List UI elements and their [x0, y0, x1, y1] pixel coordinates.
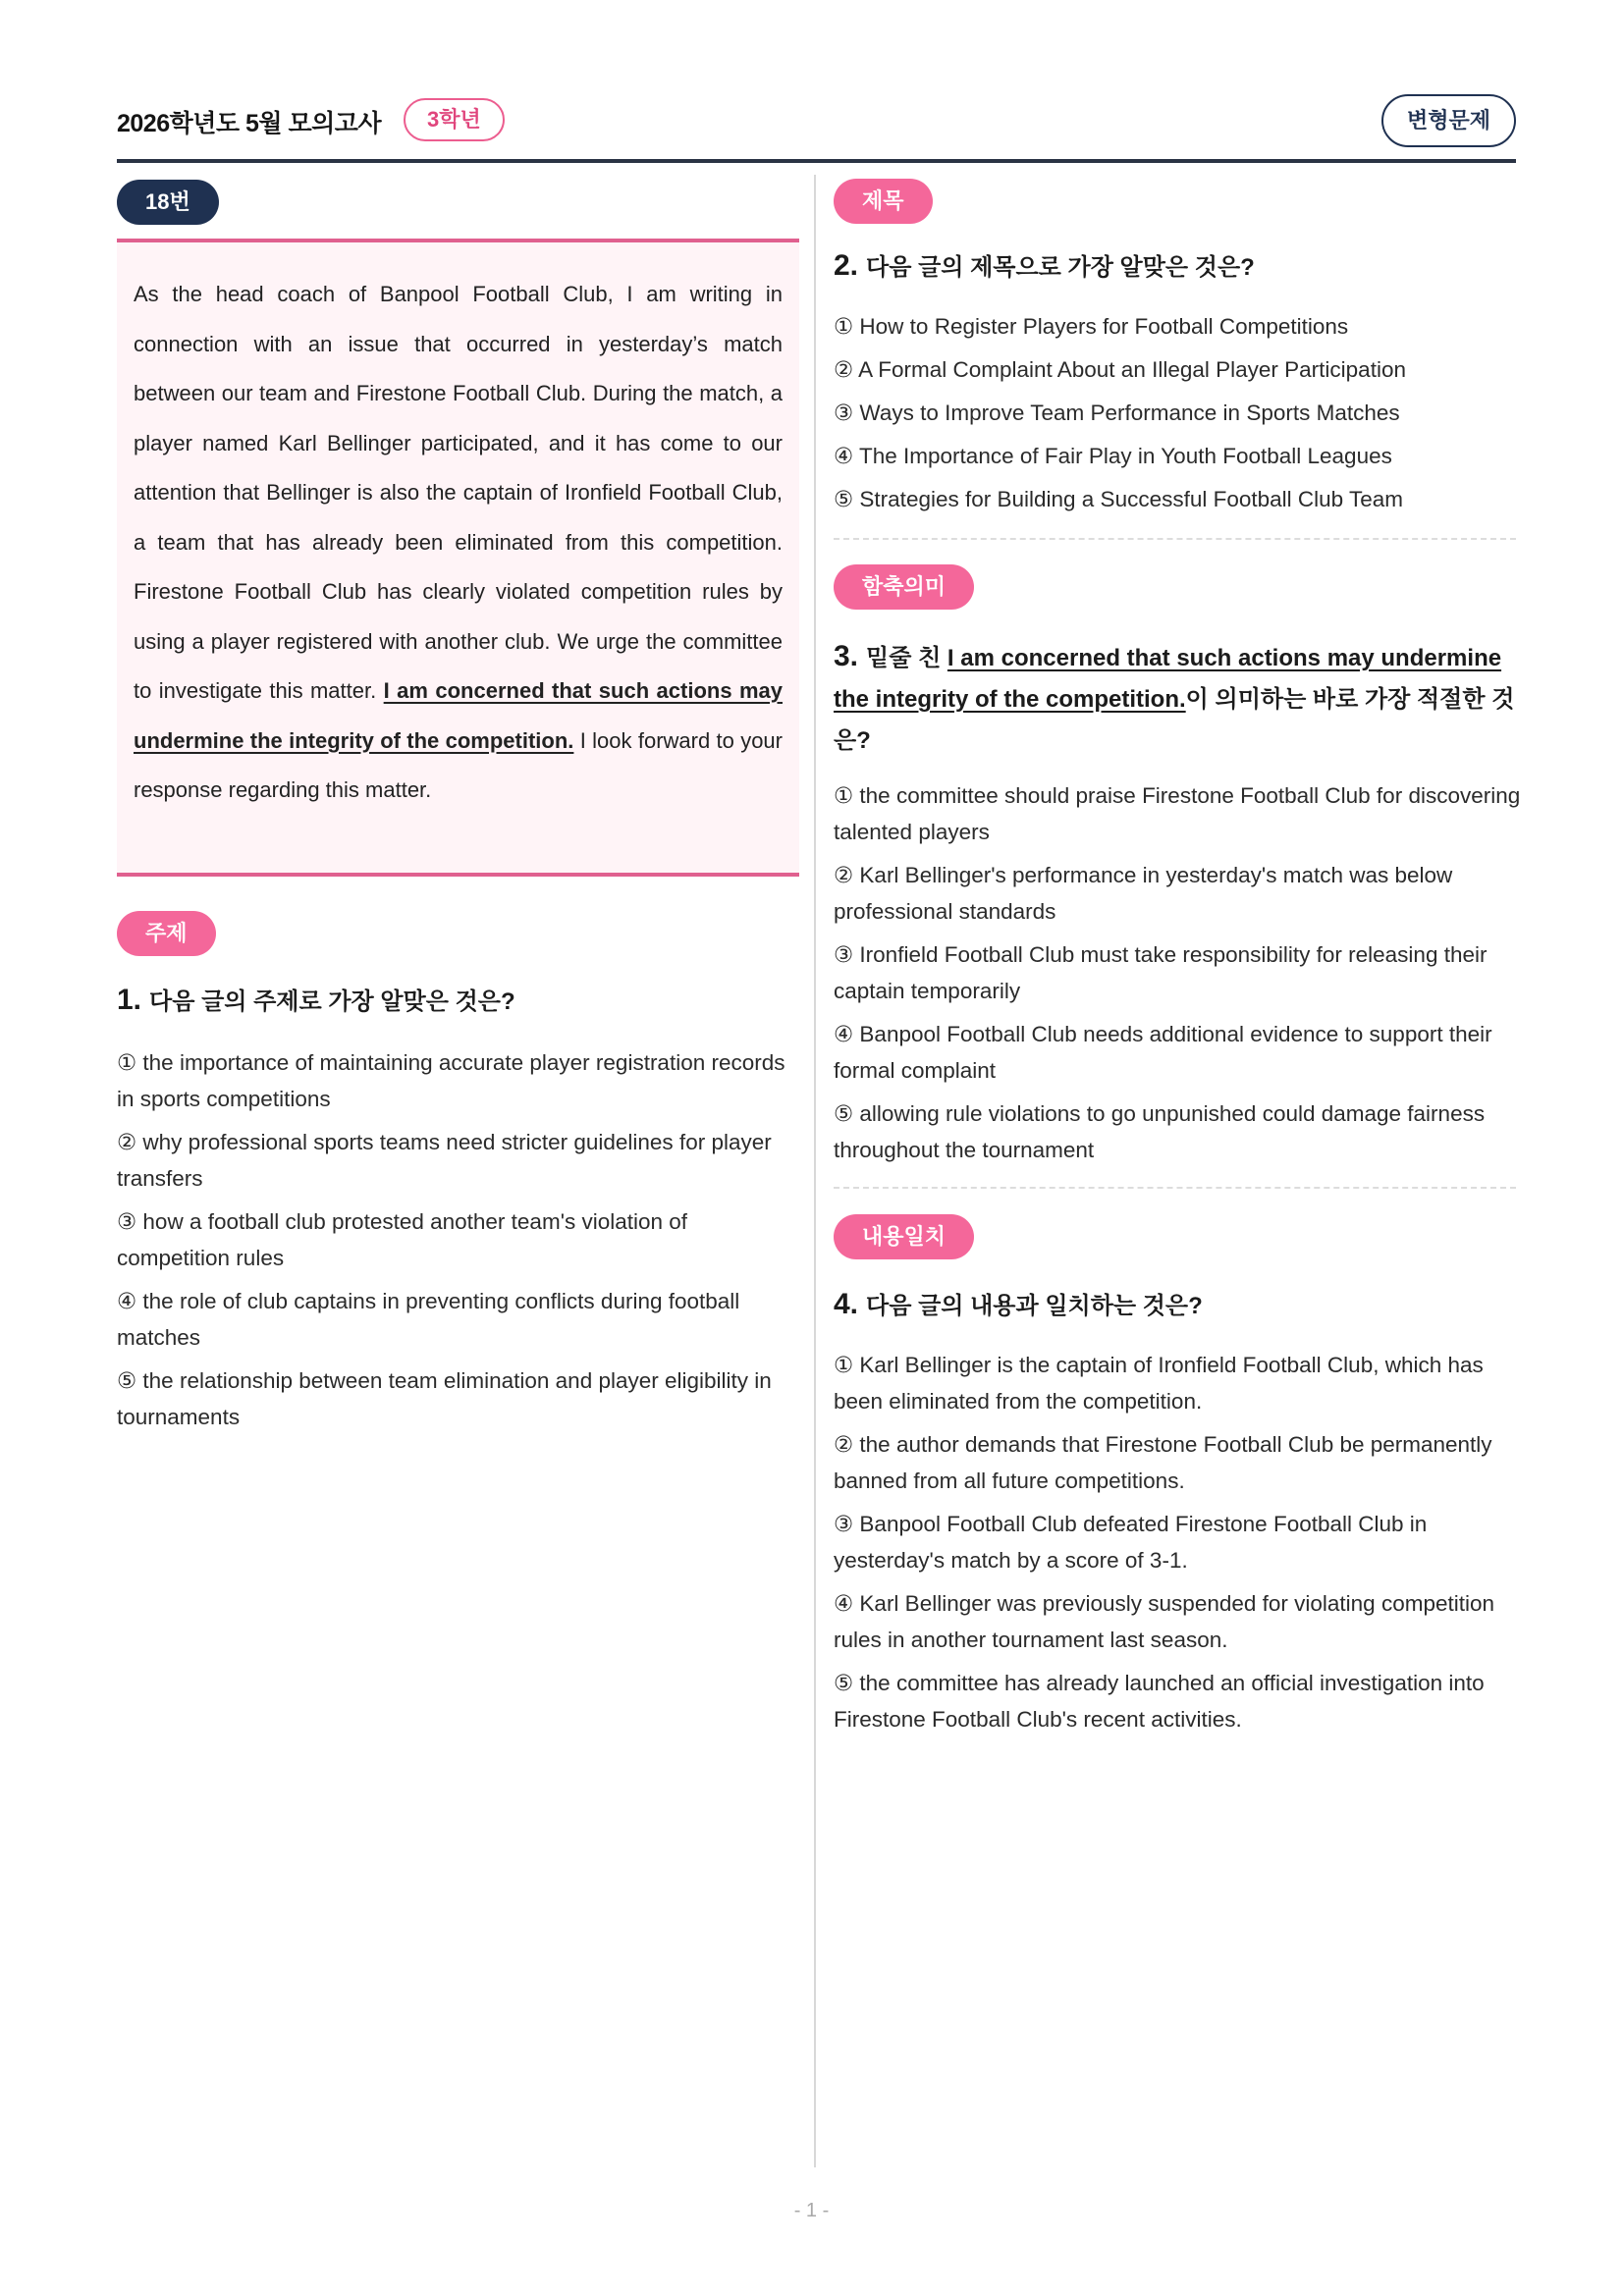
- question-2-prompt: [834, 245, 1521, 289]
- option[interactable]: ① How to Register Players for Football Competitions: [834, 314, 1349, 339]
- option[interactable]: ③ Ways to Improve Team Performance in Sports Matches: [834, 400, 1400, 425]
- exam-title: 2026학년도 5월 모의고사: [117, 110, 382, 137]
- grade-badge: 3학년: [404, 98, 505, 141]
- question-number-tag: 18번: [117, 180, 219, 225]
- option[interactable]: ⑤ Strategies for Building a Successful Football Club Team: [834, 487, 1404, 511]
- option[interactable]: ④ Banpool Football Club needs additional evidence to support their formal complaint: [834, 1022, 1492, 1083]
- topic-tag: 주제: [117, 911, 216, 956]
- option[interactable]: ④ the role of club captains in preventing conflicts during football matches: [117, 1289, 740, 1350]
- passage-ending: I look forward to your response regarding this matter.: [134, 727, 783, 802]
- question-1-number: 1.: [117, 984, 142, 1016]
- reading-passage: [117, 239, 799, 877]
- question-3-number: 3.: [834, 640, 859, 672]
- page-header: [117, 94, 1516, 163]
- passage-body: As the head coach of Banpool Football Club, I am writing in connection with an issue that occurred in yesterday’s match between our team and Firestone Football Club. During the match, a player named Karl Bellinger participated, and it has come to our attention that Bellinger is also the captain of Ironfield Football Club, a team that has already been eliminated from this competition. Firestone Football Club has clearly violated competition rules by using a player registered with another club. We urge the committee to investigate this matter.: [134, 282, 783, 703]
- passage-underlined-sentence: I am concerned that such actions may undermine the integrity of the competition.: [134, 678, 783, 753]
- option[interactable]: ① Karl Bellinger is the captain of Ironfield Football Club, which has been eliminated from the competition.: [834, 1353, 1484, 1414]
- question-2-number: 2.: [834, 249, 859, 282]
- section-separator: [834, 1187, 1516, 1189]
- question-4-prompt: [834, 1284, 1521, 1327]
- option[interactable]: ⑤ the committee has already launched an official investigation into Firestone Football Club's recent activities.: [834, 1671, 1485, 1732]
- content-match-tag: 내용일치: [834, 1214, 974, 1259]
- question-3-options: [834, 777, 1521, 1175]
- question-1-options: [117, 1044, 794, 1442]
- option[interactable]: ③ Ironfield Football Club must take responsibility for releasing their captain temporarily: [834, 942, 1488, 1003]
- question-1-prompt: [117, 980, 804, 1023]
- question-2-text: 다음 글의 제목으로 가장 알맞은 것은?: [866, 254, 1255, 281]
- option[interactable]: ② the author demands that Firestone Football Club be permanently banned from all future competitions.: [834, 1432, 1492, 1493]
- option[interactable]: ④ Karl Bellinger was previously suspended for violating competition rules in another tournament last season.: [834, 1591, 1495, 1652]
- section-separator: [834, 538, 1516, 540]
- page-number: - 1 -: [793, 2200, 830, 2221]
- passage-text: [134, 270, 783, 816]
- option[interactable]: ⑤ the relationship between team elimination and player eligibility in tournaments: [117, 1368, 772, 1429]
- question-2-options: [834, 308, 1521, 524]
- question-type-badge: 변형문제: [1381, 94, 1516, 147]
- question-4-text: 다음 글의 내용과 일치하는 것은?: [866, 1293, 1203, 1319]
- option[interactable]: ③ Banpool Football Club defeated Firestone Football Club in yesterday's match by a score of 3-1.: [834, 1512, 1428, 1573]
- option[interactable]: ⑤ allowing rule violations to go unpunished could damage fairness throughout the tournament: [834, 1101, 1486, 1162]
- question-3-prompt: [834, 636, 1521, 762]
- question-4-number: 4.: [834, 1288, 859, 1320]
- option[interactable]: ② why professional sports teams need stricter guidelines for player transfers: [117, 1130, 772, 1191]
- option[interactable]: ① the committee should praise Firestone Football Club for discovering talented players: [834, 783, 1521, 844]
- column-divider: [814, 175, 816, 2167]
- option[interactable]: ① the importance of maintaining accurate player registration records in sports competitions: [117, 1050, 785, 1111]
- option[interactable]: ② A Formal Complaint About an Illegal Player Participation: [834, 357, 1406, 382]
- implied-meaning-tag: 함축의미: [834, 564, 974, 610]
- title-tag: 제목: [834, 179, 933, 224]
- option[interactable]: ③ how a football club protested another team's violation of competition rules: [117, 1209, 688, 1270]
- option[interactable]: ② Karl Bellinger's performance in yesterday's match was below professional standards: [834, 863, 1453, 924]
- question-3-text-pre: 밑줄 친: [866, 645, 947, 671]
- question-3-underlined-phrase: I am concerned that such actions may undermine the integrity of the competition.: [834, 645, 1502, 713]
- question-4-options: [834, 1347, 1521, 1744]
- question-1-text: 다음 글의 주제로 가장 알맞은 것은?: [149, 988, 515, 1015]
- option[interactable]: ④ The Importance of Fair Play in Youth Football Leagues: [834, 444, 1392, 468]
- question-3-text-post: 이 의미하는 바로 가장 적절한 것은?: [834, 686, 1515, 754]
